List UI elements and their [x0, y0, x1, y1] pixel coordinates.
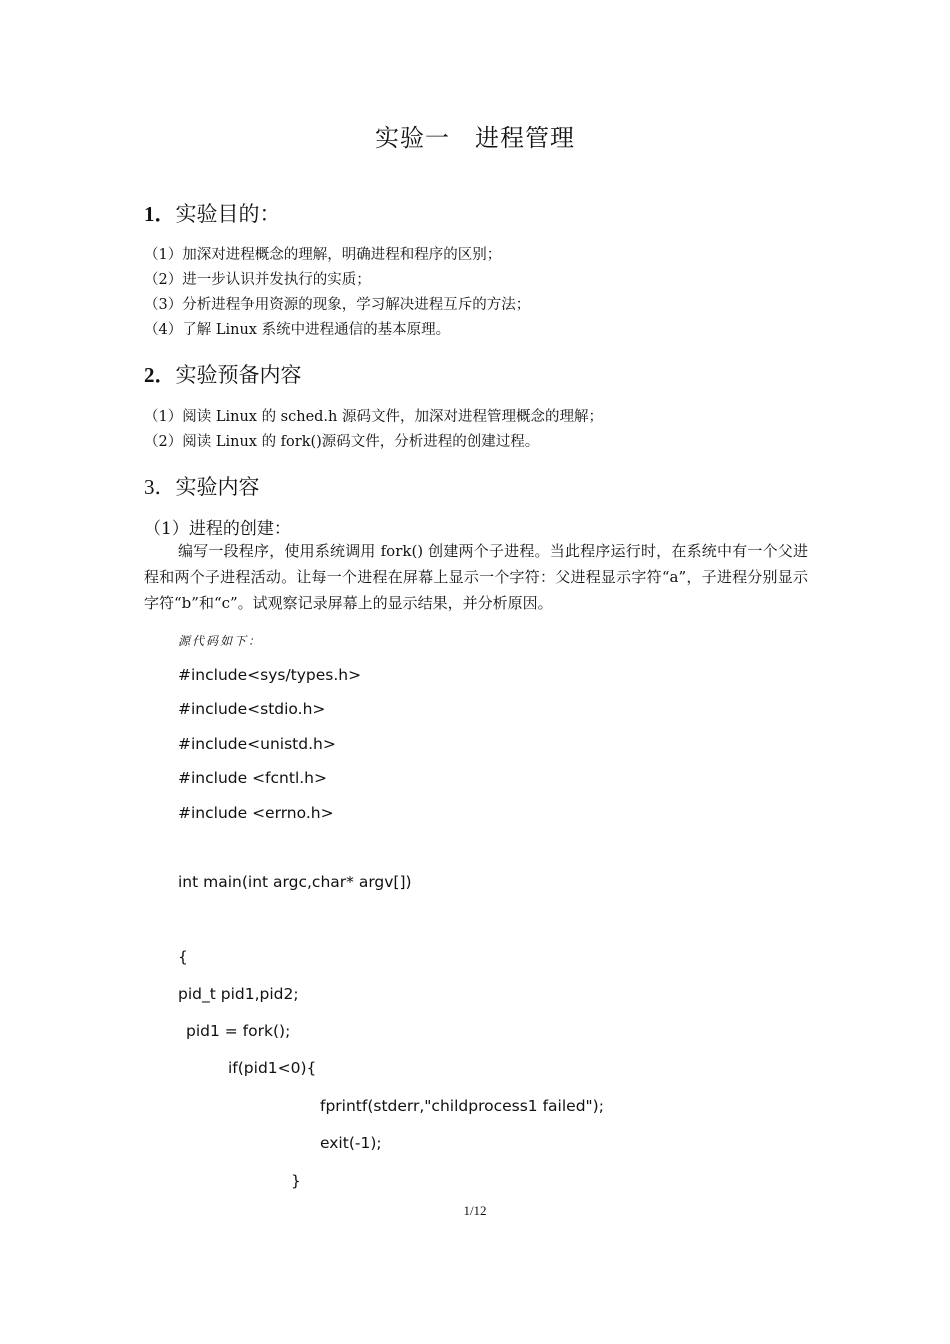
section-1-title: 实验目的： [175, 202, 281, 226]
code-line-11: fprintf(stderr,"childprocess1 failed"); [320, 1097, 604, 1115]
objective-item-2: （2）进一步认识并发执行的实质； [144, 272, 371, 288]
objective-item-4: （4）了解 Linux 系统中进程通信的基本原理。 [144, 322, 451, 338]
code-line-12: exit(-1); [320, 1134, 382, 1152]
subsection-heading: （1）进程的创建： [144, 519, 291, 539]
prep-item-2: （2）阅读 Linux 的 fork()源码文件，分析进程的创建过程。 [144, 434, 540, 450]
code-line-4: #include <fcntl.h> [178, 769, 327, 787]
page-number: 1/12 [463, 1203, 487, 1218]
code-line-9: pid1 = fork(); [186, 1022, 291, 1040]
section-2-title: 实验预备内容 [175, 363, 302, 387]
section-3-heading [144, 471, 260, 501]
code-line-13: } [291, 1172, 301, 1190]
objective-item-1: （1）加深对进程概念的理解，明确进程和程序的区别； [144, 247, 502, 263]
code-line-2: #include<stdio.h> [178, 700, 326, 718]
code-line-3: #include<unistd.h> [178, 735, 336, 753]
section-1-heading [144, 198, 281, 228]
prep-item-1: （1）阅读 Linux 的 sched.h 源码文件，加深对进程管理概念的理解； [144, 409, 603, 425]
section-2-heading [144, 359, 302, 389]
section-2-number: 2． [144, 363, 176, 387]
task-paragraph: 编写一段程序，使用系统调用 fork() 创建两个子进程。当此程序运行时，在系统中有一个父进程和两个子进程活动。让每一个进程在屏幕上显示一个字符：父进程显示字符“a”，子进程分别显示字符“b”和“c”。试观察记录屏幕上的显示结果，并分析原因。 [144, 542, 808, 612]
code-line-10: if(pid1<0){ [228, 1059, 317, 1077]
code-line-6: int main(int argc,char* argv[]) [178, 873, 412, 891]
code-line-5: #include <errno.h> [178, 804, 334, 822]
objective-item-3: （3）分析进程争用资源的现象，学习解决进程互斥的方法； [144, 297, 531, 313]
section-3-number: 3． [144, 475, 176, 499]
page-title: 实验一 进程管理 [375, 124, 575, 152]
code-line-1: #include<sys/types.h> [178, 666, 362, 684]
section-1-number: 1． [144, 202, 176, 226]
section-3-title: 实验内容 [175, 475, 260, 499]
code-line-8: pid_t pid1,pid2; [178, 985, 299, 1003]
code-note: 源代码如下： [178, 634, 263, 648]
code-line-7: { [178, 948, 188, 966]
